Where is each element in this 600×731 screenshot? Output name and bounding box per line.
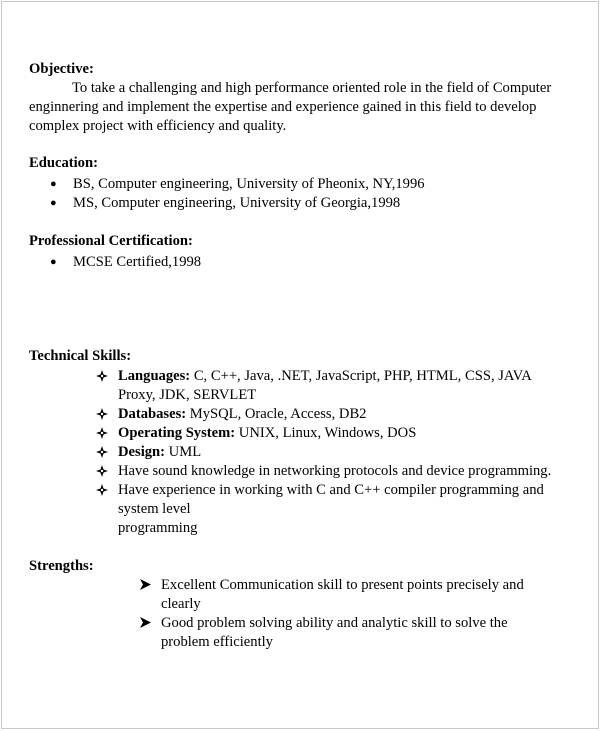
objective-line-3: complex project with efficiency and quality. [29,118,287,134]
os-value: UNIX, Linux, Windows, DOS [235,425,417,441]
strength-2-line-2: problem efficiently [161,634,273,650]
strengths-heading: Strengths: [29,558,94,574]
skill-os [118,424,416,443]
resume-page [1,1,599,729]
diamond-bullet-icon [96,484,108,496]
strength-2-line-1: Good problem solving ability and analytic skill to solve the [161,615,508,631]
education-item-2: MS, Computer engineering, University of Georgia,1998 [73,195,401,211]
skill-design [118,443,201,462]
design-label: Design: [118,444,166,460]
diamond-bullet-icon [96,408,108,420]
design-value: UML [165,444,202,460]
os-label: Operating System: [118,425,236,441]
skill-databases [118,405,366,424]
strength-1-line-1: Excellent Communication skill to present points precisely and [161,577,524,593]
languages-value: C, C++, Java, .NET, JavaScript, PHP, HTML, CSS, JAVA [190,368,532,384]
education-heading: Education: [29,155,98,171]
diamond-bullet-icon [96,427,108,439]
databases-label: Databases: [118,406,187,422]
arrow-bullet-icon [140,579,151,590]
objective-heading: Objective: [29,61,94,77]
diamond-bullet-icon [96,446,108,458]
strength-1-line-2: clearly [161,596,201,612]
diamond-bullet-icon [96,465,108,477]
databases-value: MySQL, Oracle, Access, DB2 [186,406,367,422]
arrow-bullet-icon [140,617,151,628]
skill-languages-cont: Proxy, JDK, SERVLET [118,387,257,403]
certification-item-1: MCSE Certified,1998 [73,254,202,270]
bullet-icon: ● [50,197,57,209]
skills-heading: Technical Skills: [29,348,132,364]
bullet-icon: ● [50,256,57,268]
education-item-1: BS, Computer engineering, University of Pheonix, NY,1996 [73,176,425,192]
skill-experience-line-1: Have experience in working with C and C++ compiler programming and [118,482,544,498]
bullet-icon: ● [50,178,57,190]
skill-networking: Have sound knowledge in networking protocols and device programming. [118,463,552,479]
languages-label: Languages: [118,368,191,384]
certification-heading: Professional Certification: [29,233,193,249]
skill-languages [118,367,532,386]
objective-line-2: enginnering and implement the expertise and experience gained in this field to develop [29,99,537,115]
skill-experience-line-3: programming [118,520,198,536]
diamond-bullet-icon [96,370,108,382]
skill-experience-line-2: system level [118,501,191,517]
objective-line-1: To take a challenging and high performance oriented role in the field of Computer [72,80,552,96]
